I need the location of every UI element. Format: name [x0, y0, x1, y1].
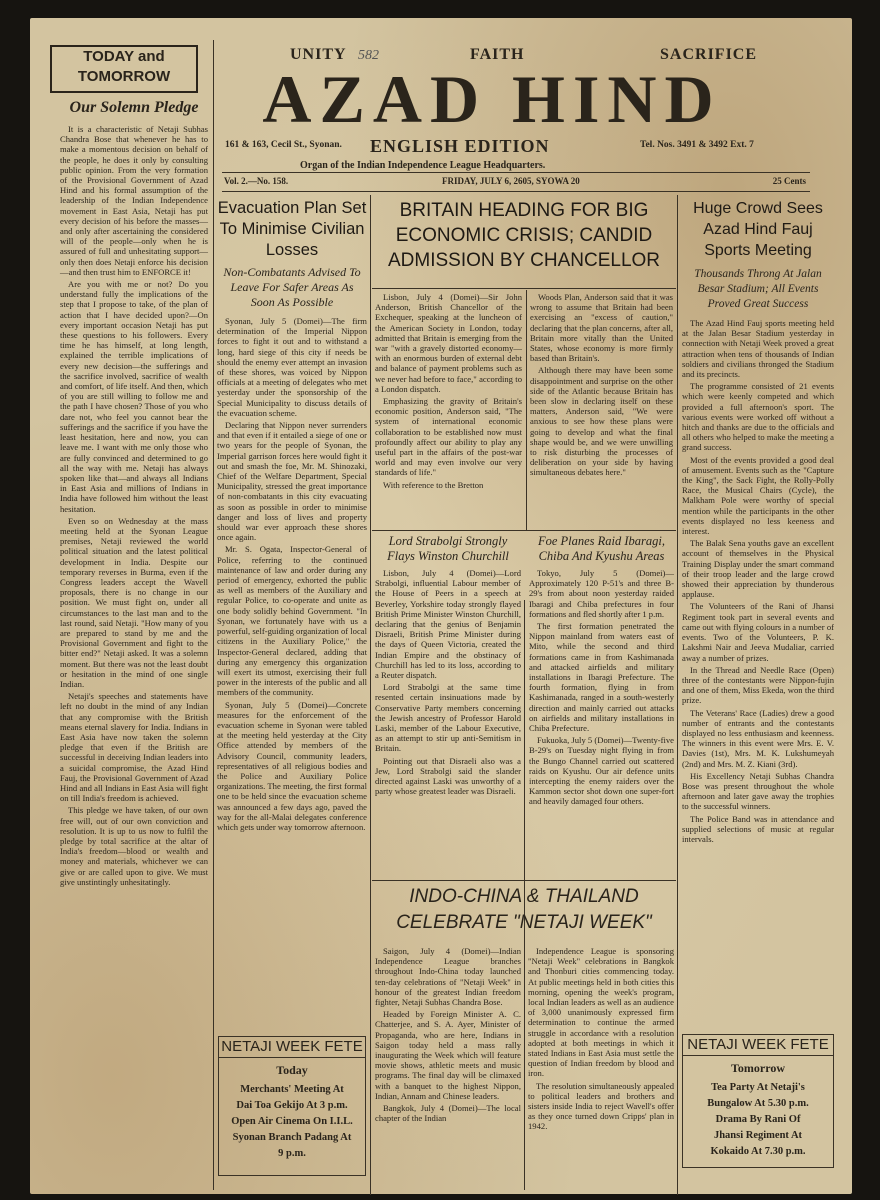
fete-today-title: NETAJI WEEK FETE: [219, 1037, 365, 1058]
sports-article: [682, 198, 834, 1028]
indochina-paragraph: Bangkok, July 4 (Domei)—The local chapter of the Indian: [375, 1103, 521, 1124]
indochina-column-right: [528, 946, 674, 1186]
organ-line: Organ of the Indian Independence League Headquarters.: [300, 160, 546, 171]
editorial-paragraph: Netaji's speeches and statements have left no doubt in the mind of any Indian that any compromise with the British means eternal slavery for India. Indians in East Asia have now taken the solemn pledge that even if the British are successful in deceiving Indian leaders into a suicidal compromise, the Azad Hind Fauj, the Provisional Government of Azad Hind and all Indians in East Asia will fight on till India's freedom is achieved.: [60, 691, 208, 804]
strabolgi-article: [375, 534, 521, 876]
indochina-column-left: [375, 946, 521, 1186]
lead-paragraph: Lisbon, July 4 (Domei)—Sir John Anderson, British Chancellor of the Exchequer, speaking at the luncheon of the American Society in London, today admitted that Britain is emerging from the war "with a gravely distorted economy—with an enormous burden of external debt and balance of payment problems such as we never had before to face," according to a London dispatch.: [375, 292, 522, 394]
foe-planes-paragraph: The first formation penetrated the Nippon mainland from waters east of Mito, while the second and third formations came in from Kashimanada and attacked airfields and military installations in Ibaragi Prefecture. The fourth formation, flying in from Kashimanada, ranged in a south-westerly direction and mainly carried out attacks on airfields and military installations in Chiba Prefecture.: [529, 621, 674, 734]
lead-headline-box: [375, 198, 673, 288]
column-rule: [213, 40, 214, 1190]
price: 25 Cents: [772, 176, 806, 186]
foe-planes-heading: Foe Planes Raid Ibaragi, Chiba And Kyushu Areas: [537, 534, 666, 563]
section-rule: [372, 530, 676, 531]
editorial-column: [60, 98, 208, 1188]
lead-paragraph: Woods Plan, Anderson said that it was wrong to assume that Britain had been exercising an "excess of caution," declaring that the plan concerns, after all, Britain more vitally than the United States, whose economy is more firmly based than Britain's.: [530, 292, 673, 364]
foe-planes-paragraph: Tokyo, July 5 (Domei)—Approximately 120 P-51's and three B-29's from about noon yesterday raided Ibaragi and Chiba prefectures in four formations and fled shortly after 1 p.m.: [529, 568, 674, 619]
column-rule: [370, 195, 371, 1195]
editorial-paragraph: This pledge we have taken, of our own free will, out of our own conviction and resolution. It is up to us now to fulfil the pledge by total sacrifice at the altar of India's freedom—blood or wealth and money and materials, whichever we can give or are called upon to give. We must give unstintingly unhesitatingly.: [60, 805, 208, 887]
motto-faith: FAITH: [470, 46, 525, 63]
fete-tomorrow-title: NETAJI WEEK FETE: [683, 1035, 833, 1056]
lead-paragraph: Although there may have been some disappointment and surprise on the other side of the Atlantic because Britain has been slow in declaring itself on these matters, Anderson said, "We were anxious to see how these plans were going to develop and what the final shape would be, and we were unwilling to risk disturbing the processes of deliberation on your side by having simultaneous debates here.": [530, 365, 673, 478]
lead-heading: BRITAIN HEADING FOR BIG ECONOMIC CRISIS; CANDID ADMISSION BY CHANCELLOR: [387, 200, 661, 271]
volume-number: Vol. 2.—No. 158.: [224, 176, 289, 186]
address: 161 & 163, Cecil St., Syonan.: [225, 140, 342, 150]
fete-tomorrow-line: Kokaido At 7.30 p.m.: [710, 1146, 806, 1157]
sports-paragraph: In the Thread and Needle Race (Open) three of the contestants were Nippon-fujin and one of them, Miss Ekeda, won the third prize.: [682, 664, 834, 706]
section-rule: [372, 288, 676, 289]
indochina-paragraph: The resolution simultaneously appealed to political leaders and brothers and sisters inside India to reject Wavell's offer as they once turned down Cripps' plan in 1942.: [528, 1080, 674, 1132]
fete-today-sub: Today: [276, 1063, 308, 1077]
editorial-heading: Our Solemn Pledge: [69, 99, 199, 116]
fete-tomorrow-box: [682, 1034, 834, 1168]
today-line-1: TODAY and: [83, 48, 165, 65]
fete-tomorrow-line: Drama By Rani Of: [715, 1114, 801, 1125]
lead-column-left: [375, 292, 522, 528]
today-line-2: TOMORROW: [77, 68, 171, 85]
editorial-paragraph: Even so on Wednesday at the mass meeting held at the Syonan League premises, Netaji reviewed the world political situation and the latest political development in India. Despite our temporary reverses in Burma, even if the Congress leaders accept the Wavell proposals, there is no change in our position. We must fight on, under all circumstances to the last man and to the last round, said Netaji. "How many of you are prepared to stand by me and the Provisional Government and fight to the bitter end?" Netaji asked. It was a solemn moment. But there was not the least doubt or hesitation in the mind of one single Indian.: [60, 515, 208, 689]
fete-tomorrow-line: Bungalow At 5.30 p.m.: [707, 1098, 809, 1109]
telephone: Tel. Nos. 3491 & 3492 Ext. 7: [640, 140, 754, 150]
fete-today-line: 9 p.m.: [278, 1148, 306, 1159]
sports-paragraph: Most of the events provided a good deal of amusement. Events such as the "Capture the King", the Sack Fight, the Rolly-Polly Race, the Musical Chairs (Cycle), the Malkham Pole were worthy of special mention while the participants in the other events displayed no less keeness and interest.: [682, 454, 834, 537]
dateline: [222, 172, 810, 192]
edition: ENGLISH EDITION: [370, 136, 550, 156]
strabolgi-heading: Lord Strabolgi Strongly Flays Winston Churchill: [387, 534, 509, 563]
fete-tomorrow-line: Tea Party At Netaji's: [711, 1082, 805, 1093]
issue-date: FRIDAY, JULY 6, 2605, SYOWA 20: [442, 176, 580, 186]
editorial-paragraph: Are you with me or not? Do you understand fully the implications of the step that I propose to take, of the plan of action that I have decided upon?—On every important occasion Netaji has put these questions to his followers. Every time he has himself, at long length, explained the terrible implications of every new decision—the sufferings and the sacrifice involved, sacrifice of wealth and comfort, of life itself. And then, which of you are still willing to follow me and the path I have chosen? Those of you who dare not, who feel you cannot bear the sufferings and the sacrifice if you have the least hesitation, here and now, you can leave me. I want with me only those who are fully convinced and determined to go all the way with me. Netaji has always spoken like that—and always all Indians in East Asia and millions of Indians in India have followed him without the least hesitation.: [60, 279, 208, 514]
indochina-paragraph: Headed by Foreign Minister A. C. Chatterjee, and S. A. Ayer, Minister of Propaganda, who are here, Indians in Saigon today held a mass rally inaugurating the Week which will feature movie shows, athletic meets and music programs. The final day will be climaxed with a banquet to the highest Nippon, Indian, Annam and Chinese leaders.: [375, 1009, 521, 1101]
motto-sacrifice: SACRIFICE: [660, 46, 758, 63]
lead-column-right: [530, 292, 673, 528]
sports-paragraph: The Balak Sena youths gave an excellent account of themselves in the Physical Training Display under the smart command of their troop leader and the large crowd showed their appreciation by thunderous applause.: [682, 538, 834, 600]
evacuation-heading: Evacuation Plan Set To Minimise Civilian Losses: [217, 199, 367, 259]
fete-today-line: Dai Toa Gekijo At 3 p.m.: [236, 1100, 348, 1111]
sports-paragraph: The Police Band was in attendance and supplied selections of music at regular intervals.: [682, 813, 834, 844]
column-rule: [677, 195, 678, 1195]
evacuation-paragraph: Syonan, July 5 (Domei)—Concrete measures for the enforcement of the evacuation scheme in Syonan were tabled at the meeting held yesterday at the City Office attended by members of the Advisory Council, community leaders, representatives of all religious bodies and the Police and Auxiliary Police organizations. The meeting, the first formal one to be held since the evacuation scheme was announced a few days ago, paved the way for the all-Malai delegates conference which gets under way tomorrow afternoon.: [217, 699, 367, 832]
fete-today-line: Merchants' Meeting At: [240, 1084, 344, 1095]
evacuation-article: [217, 198, 367, 832]
sports-paragraph: The programme consisted of 21 events which were keenly competed and which provided a full afternoon's sport. The various events were worked off without a hitch and thanks are due to the officials and all others who helped to make the meeting a grand success.: [682, 381, 834, 453]
evacuation-subheading: Non-Combatants Advised To Leave For Safer Areas As Soon As Possible: [223, 265, 361, 309]
column-rule: [526, 290, 527, 530]
section-rule: [372, 880, 676, 881]
lead-paragraph: Emphasizing the gravity of Britain's economic position, Anderson said, "The system of international economic collaboration to be established now must profoundly affect our ability to play any useful part in the affairs of the post-war world and may even involve our very standards of life.": [375, 396, 522, 478]
editorial-paragraph: It is a characteristic of Netaji Subhas Chandra Bose that whenever he has to make a momentous decision on behalf of the people, he does it only by consulting public opinion. From the very formation of the Provisional Government of Azad Hind and his formal assumption of the leadership of the Indian Independence movement in East Asia, Netaji has put every decision of his before the masses—and only after ascertaining the considered will of the people—only when he is assured of full and unhesitating support—only then does Netaji enforce his decision—and then trust him to ENFORCE it!: [60, 124, 208, 277]
sports-paragraph: The Veterans' Race (Ladies) drew a good number of entrants and the contestants displayed no less enthusiasm and keenness. The winners in this event were Mrs. E. V. Davies (1st), Mrs. M. K. Lukshumeyah (2nd) and Mrs. M. Z. Kiani (3rd).: [682, 707, 834, 769]
today-tomorrow-box: [50, 45, 198, 93]
masthead-title: AZAD HIND: [262, 61, 722, 137]
sports-paragraph: The Azad Hind Fauj sports meeting held at the Jalan Besar Stadium yesterday in connection with Netaji Week proved a great attraction when tens of thousands of Indian soldiers and civilians thronged the Stadium and its precincts.: [682, 318, 834, 380]
lead-paragraph: With reference to the Bretton: [383, 479, 484, 490]
evacuation-paragraph: Declaring that Nippon never surrenders and that even if it entailed a siege of one or two years for the people of Syonan, the Imperial garrison forces here would fight it out and smash the foe, Mr. M. Shinozaki, Chief of the Welfare Department, Special Municipality, stressed the great importance of non-combatants in this city evacuating as soon as possible in order to minimise danger and loss of lives and property should war ever approach these shores once again.: [217, 420, 367, 543]
strabolgi-paragraph: Lisbon, July 4 (Domei)—Lord Strabolgi, influential Labour member of the House of Peers in a speech at Beverley, Yorkshire today strongly flayed British Prime Minister Winston Churchill, declaring that the genius of Benjamin Disraeli, British Prime Minister during the days of Queen Victoria, created the Indian Empire and the obstinacy of Churchill has led to its loss, according to a Reuter dispatch.: [375, 568, 521, 681]
handwritten-note: 582: [358, 48, 379, 63]
fete-today-line: Syonan Branch Padang At: [232, 1132, 352, 1143]
indochina-headline-box: [375, 884, 673, 944]
strabolgi-paragraph: Pointing out that Disraeli also was a Jew, Lord Strabolgi said the slander directed against Laski was unworthy of a party whose greatest leader was Disraeli.: [375, 755, 521, 797]
indochina-paragraph: Independence League is sponsoring "Netaji Week" celebrations in Bangkok and Thonburi cities commencing today. At public meetings held in both cities this morning, opening the week's program, local Indian leaders as well as an audience of 3,000 unanimously expressed firm determination to continue the armed struggle in accordance with a resolution adopted at both meetings in which it stated Indians in East Asia must settle the question of Indian freedom by blood and iron.: [528, 946, 674, 1079]
sports-heading: Huge Crowd Sees Azad Hind Fauj Sports Meeting: [693, 200, 823, 259]
indochina-paragraph: Saigon, July 4 (Domei)—Indian Independence League branches throughout Indo-China today launched ten-day celebrations of "Netaji Week" in honour of the greatest Indian freedom fighter, Netaji Subhas Chandra Bose.: [375, 946, 521, 1008]
evacuation-paragraph: Syonan, July 5 (Domei)—The firm determination of the Imperial Nippon forces to fight it out and to withstand a long, hard siege of this city if needs be should the enemy ever attempt an invasion of these shores, was voiced by Nippon officials at a meeting of delegates who met yesterday under the sponsorship of the Special Municipality to discuss details of the evacuation scheme.: [217, 316, 367, 418]
strabolgi-paragraph: Lord Strabolgi at the same time resented certain insinuations made by Conservative Party members concerning the Jewish ancestry of Professor Harold Laski, member of the Labour Executive, as an attempt to stir up anti-Semitism in Britain.: [375, 682, 521, 754]
sports-subheading: Thousands Throng At Jalan Besar Stadium; All Events Proved Great Success: [694, 268, 822, 310]
fete-today-box: [218, 1036, 366, 1176]
indochina-heading: INDO-CHINA & THAILAND CELEBRATE "NETAJI WEEK": [396, 886, 652, 933]
fete-today-line: Open Air Cinema On I.I.L.: [231, 1116, 353, 1127]
foe-planes-paragraph: Fukuoka, July 5 (Domei)—Twenty-five B-29's on Tuesday night flying in from the Bungo Channel carried out scattered raids on Kyushu. Our air defence units intercepting the enemy raiders over the Kammon sector shot down one super-fort and heavily damaged four others.: [529, 735, 674, 807]
motto-unity: UNITY: [290, 46, 347, 63]
foe-planes-article: [529, 534, 674, 876]
fete-tomorrow-line: Jhansi Regiment At: [713, 1130, 803, 1141]
evacuation-paragraph: Mr. S. Ogata, Inspector-General of Police, referring to the continued maintenance of law and order during any period of emergency, exhorted the public as well as members of the Auxiliary and regular Police, to co-operate and unite as one body solidly behind Government. "In Syonan, we fortunately have with us a powerful, self-guiding organization of local citizens in the Auxiliary Police," the Inspector-General declared, adding that during any emergency this organization will exert its utmost, exercising their full power in the interests of the public and all members of the community.: [217, 544, 367, 698]
sports-paragraph: His Excellency Netaji Subhas Chandra Bose was present throughout the whole afternoon and later gave away the trophies to the successful winners.: [682, 770, 834, 812]
sports-paragraph: The Volunteers of the Rani of Jhansi Regiment took part in several events and came out with flying colours in a number of events. Two of the Volunteers, P. K. Lakshmi Nair and Jeeva Mudaliar, carried away a number of prizes.: [682, 601, 834, 663]
fete-tomorrow-sub: Tomorrow: [731, 1061, 785, 1075]
